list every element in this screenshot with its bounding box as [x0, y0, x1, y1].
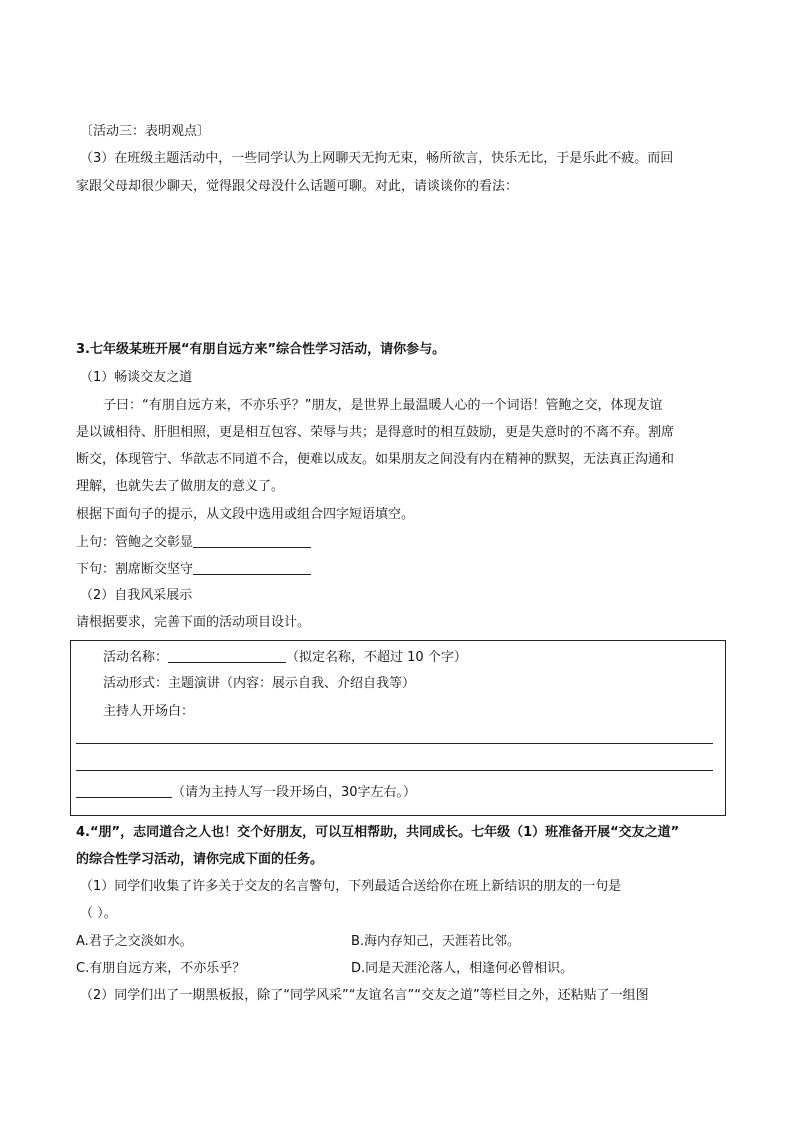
host-opening-note: （请为主持人写一段开场白，30字左右。） [172, 785, 417, 800]
q3-upper-sentence [76, 533, 311, 552]
option-a[interactable]: A.君子之交淡如水。 [76, 934, 193, 949]
q3-passage-line4: 理解，也就失去了做朋友的意义了。 [76, 479, 285, 494]
option-b[interactable]: B.海内存知己，天涯若比邻。 [351, 934, 521, 949]
option-d[interactable]: D.同是天涯沦落人，相逢何必曾相识。 [351, 961, 574, 976]
answer-line-2[interactable] [76, 770, 713, 771]
q4-part1-line1: （1）同学们收集了许多关于交友的名言警句，下列最适合送给你在班上新结识的朋友的一句是 [80, 879, 622, 894]
lower-answer-blank[interactable] [193, 560, 311, 575]
activity-name-note: （拟定名称，不超过 10 个字） [286, 650, 467, 665]
activity-name-blank[interactable] [168, 648, 286, 663]
activity-form: 活动形式：主题演讲（内容：展示自我、介绍自我等） [103, 676, 416, 691]
option-c[interactable]: C.有朋自远方来，不亦乐乎？ [76, 961, 246, 976]
activity-name-row [103, 648, 467, 667]
lower-label: 下句：割席断交坚守 [76, 562, 194, 577]
q4-part2-line1: （2）同学们出了一期黑板报，除了“同学风采”“友谊名言”“交友之道”等栏目之外，还粘贴了一组图 [80, 988, 649, 1003]
q3-passage-line3: 断交，体现管宁、华歆志不同道不合，便难以成友。如果朋友之间没有内在精神的默契，无法真正沟通和 [76, 452, 675, 467]
q4-answer-bracket[interactable]: （ ）。 [80, 906, 117, 921]
answer-line-1[interactable] [76, 743, 713, 744]
q3-part2-instruction: 请根据要求，完善下面的活动项目设计。 [76, 615, 311, 630]
upper-label: 上句：管鲍之交彰显 [76, 535, 194, 550]
q3-prompt-line2: 家跟父母却很少聊天，觉得跟父母没什么话题可聊。对此，请谈谈你的看法： [76, 179, 519, 194]
host-note-row [76, 783, 416, 802]
question4-title-line1: 4.“朋”，志同道合之人也！交个好朋友，可以互相帮助，共同成长。七年级（1）班准备开展“交友之道” [76, 825, 680, 840]
q3-prompt-line1: （3）在班级主题活动中，一些同学认为上网聊天无拘无束，畅所欲言，快乐无比，于是乐此不疲。而回 [80, 151, 674, 166]
answer-line-3[interactable] [76, 783, 172, 798]
upper-answer-blank[interactable] [193, 533, 311, 548]
question3-title: 3.七年级某班开展“有朋自远方来”综合性学习活动，请你参与。 [76, 342, 446, 357]
host-opening-label: 主持人开场白： [103, 704, 195, 719]
q3-part1-label: （1）畅谈交友之道 [80, 370, 193, 385]
activity3-heading: 〔活动三：表明观点〕 [80, 124, 211, 139]
q3-passage-line2: 是以诚相待、肝胆相照，更是相互包容、荣辱与共；是得意时的相互鼓励，更是失意时的不离不弃。割席 [76, 425, 675, 440]
activity-name-label: 活动名称： [103, 650, 169, 665]
q3-passage-line1: 子曰：“有朋自远方来，不亦乐乎？”朋友，是世界上最温暖人心的一个词语！管鲍之交，体现友谊 [103, 398, 663, 413]
q3-part2-label: （2）自我风采展示 [80, 588, 193, 603]
q3-lower-sentence [76, 560, 311, 579]
question4-title-line2: 的综合性学习活动，请你完成下面的任务。 [76, 852, 324, 867]
q3-instruction: 根据下面句子的提示，从文段中选用或组合四字短语填空。 [76, 507, 415, 522]
